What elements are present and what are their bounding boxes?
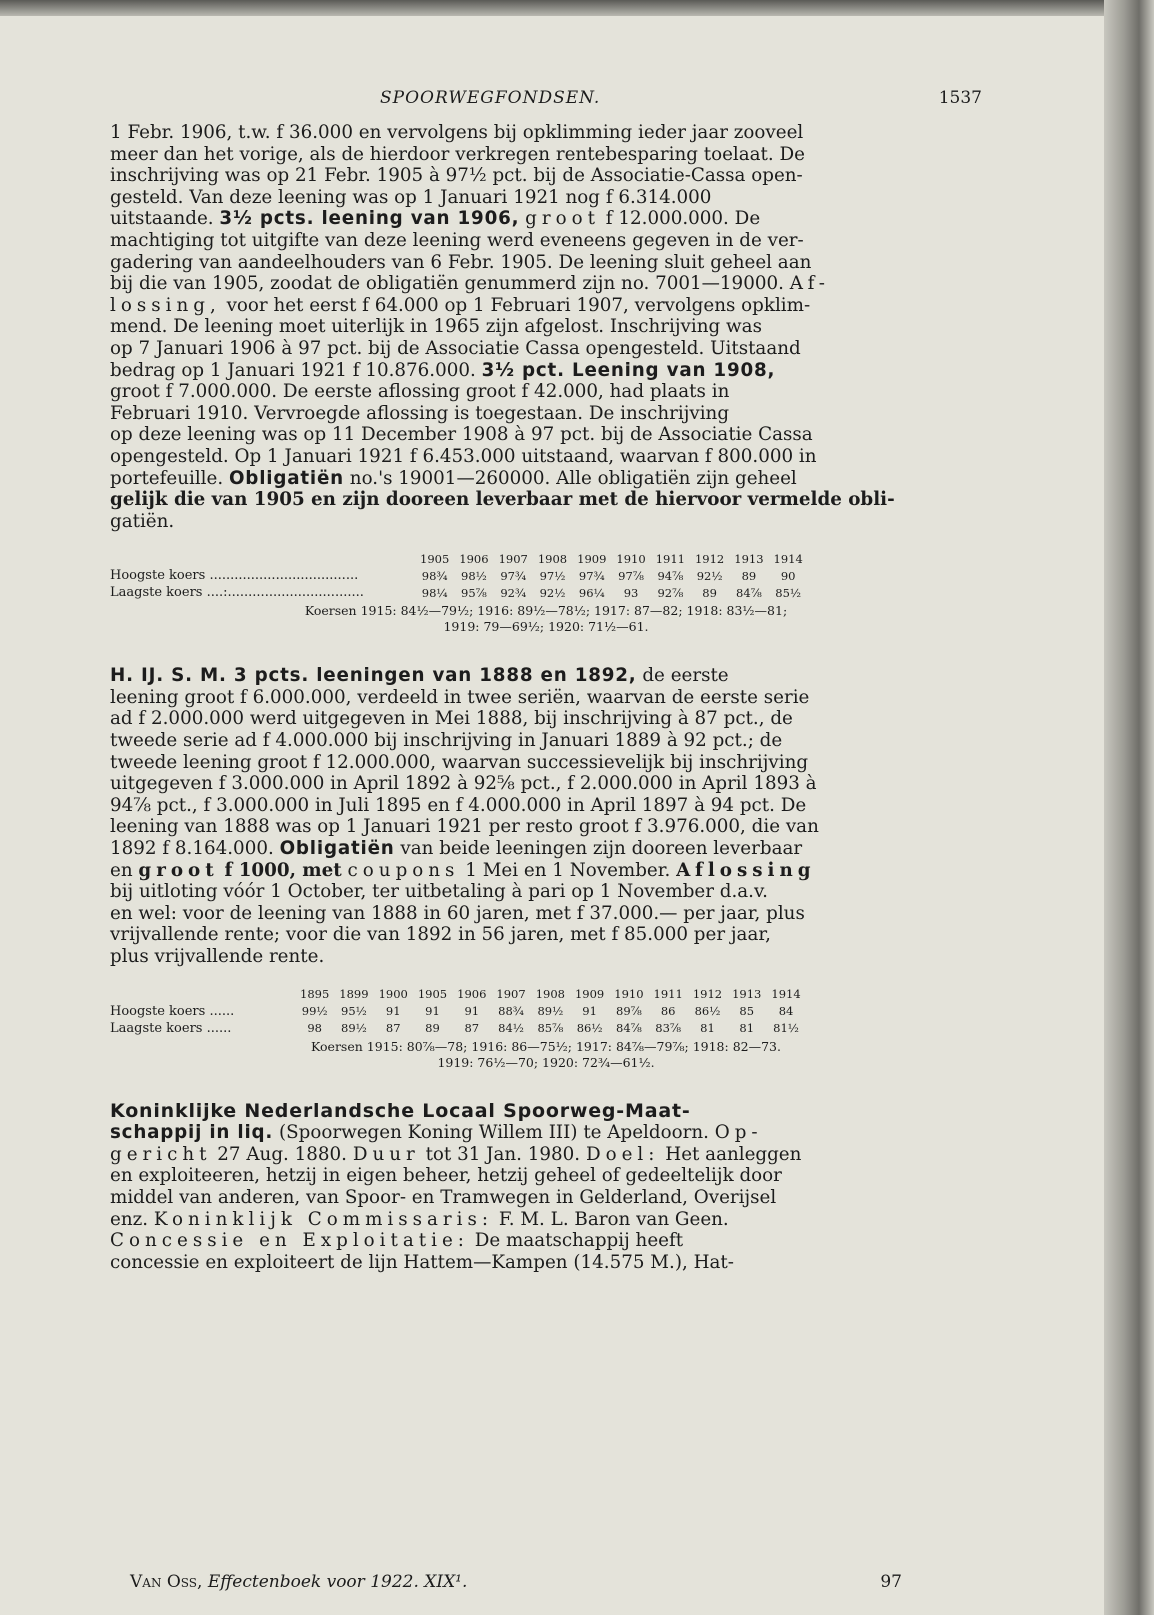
low-koers-cell: 89½ bbox=[341, 1021, 367, 1036]
high-koers-cell: 86 bbox=[660, 1004, 676, 1019]
year-cell: 1911 bbox=[655, 551, 685, 566]
high-koers-cell: 97¾ bbox=[500, 568, 527, 583]
low-koers-cell: 81 bbox=[739, 1021, 755, 1036]
high-koers-cell: 91 bbox=[385, 1004, 401, 1019]
page-footer bbox=[130, 1572, 902, 1592]
koersen-note-2: Koersen 1915: 80⅞—78; 1916: 86—75½; 1917: 84⅞—79⅞; 1918: 82—73. 1919: 76½—70; 1920: 72¾—61½. bbox=[311, 1038, 781, 1070]
high-koers-cell: 98¾ bbox=[421, 568, 448, 583]
high-koers-cell: 91 bbox=[464, 1004, 480, 1019]
year-cell: 1905 bbox=[417, 987, 448, 1002]
text-line: lossing, voor het eerst f 64.000 op 1 Februari 1907, vervolgens opklim- bbox=[110, 294, 811, 316]
high-koers-cell: 97⅞ bbox=[618, 568, 644, 583]
year-cell: 1907 bbox=[496, 987, 526, 1002]
low-koers-cell: 84⅞ bbox=[616, 1021, 642, 1036]
high-koers-cell: 97¾ bbox=[578, 568, 605, 583]
high-koers-cell: 90 bbox=[780, 568, 796, 583]
high-koers-cell: 84 bbox=[778, 1004, 794, 1019]
year-cell: 1906 bbox=[459, 551, 489, 566]
footer-volume: XIX¹. bbox=[424, 1572, 468, 1592]
low-koers-cell: 84⅞ bbox=[736, 585, 762, 600]
high-koers-cell: 91 bbox=[582, 1004, 597, 1019]
text-line: en exploiteeren, hetzij in eigen beheer, hetzij geheel of gedeeltelijk door bbox=[110, 1165, 782, 1187]
high-koers-cell: 94⅞ bbox=[657, 568, 684, 583]
footer-author: Van Oss, bbox=[130, 1572, 203, 1592]
year-cell: 1900 bbox=[378, 987, 408, 1002]
year-cell: 1908 bbox=[535, 987, 565, 1002]
low-koers-cell: 95⅞ bbox=[461, 585, 487, 600]
text-line: gadering van aandeelhouders van 6 Febr. 1905. De leening sluit geheel aan bbox=[110, 251, 812, 273]
high-koers-cell: 91 bbox=[425, 1004, 440, 1019]
text-line: bij uitloting vóór 1 October, ter uitbetaling à pari op 1 November d.a.v. bbox=[110, 881, 768, 903]
low-koers-cell: 92¾ bbox=[500, 585, 527, 600]
text-line: 1 Febr. 1906, t.w. f 36.000 en vervolgens bij opklimming ieder jaar zooveel bbox=[110, 122, 804, 143]
text-line: meer dan het vorige, als de hierdoor verkregen rentebesparing toelaat. De bbox=[110, 143, 805, 165]
scan-top-edge bbox=[0, 0, 1154, 16]
year-cell: 1911 bbox=[653, 987, 683, 1002]
year-cell: 1909 bbox=[574, 987, 605, 1002]
text-line: leening van 1888 was op 1 Januari 1921 per resto groot f 3.976.000, die van bbox=[110, 816, 819, 838]
text-line: leening groot f 6.000.000, verdeeld in twee seriën, waarvan de eerste serie bbox=[110, 686, 810, 708]
low-label: Laagste koers ....:................................. bbox=[110, 585, 364, 601]
text-line: op 7 Januari 1906 à 97 pct. bij de Associatie Cassa opengesteld. Uitstaand bbox=[110, 337, 801, 359]
text-line: gericht 27 Aug. 1880. Duur tot 31 Jan. 1980. Doel: Het aanleggen bbox=[110, 1143, 802, 1165]
text-line: uitstaande. 3½ pcts. leening van 1906, groot f 12.000.000. De bbox=[110, 208, 761, 230]
page-content bbox=[110, 88, 982, 1273]
text-line: mend. De leening moet uiterlijk in 1965 zijn afgelost. Inschrijving was bbox=[110, 316, 762, 338]
low-label: Laagste koers ...... bbox=[110, 1020, 232, 1036]
high-label: Hoogste koers ...... bbox=[110, 1003, 235, 1019]
year-cell: 1910 bbox=[616, 551, 646, 566]
high-koers-cell: 92½ bbox=[696, 568, 723, 583]
text-line: bedrag op 1 Januari 1921 f 10.876.000. 3½ pct. Leening van 1908, bbox=[110, 359, 776, 381]
text-line: gatiën. bbox=[110, 510, 175, 532]
heading-hijsm: H. IJ. S. M. 3 pcts. leeningen van 1888 en 1892, bbox=[110, 665, 637, 687]
running-header bbox=[110, 88, 982, 122]
text-line: enz. Koninklijk Commissaris: F. M. L. Baron van Geen. bbox=[110, 1208, 729, 1230]
year-cell: 1914 bbox=[773, 551, 803, 566]
text-line: Februari 1910. Vervroegde aflossing is toegestaan. De inschrijving bbox=[110, 402, 730, 424]
high-koers-cell: 98½ bbox=[461, 568, 487, 583]
low-koers-cell: 92⅞ bbox=[657, 585, 684, 600]
text-line: tweede leening groot f 12.000.000, waarvan successievelijk bij inschrijving bbox=[110, 751, 809, 773]
low-koers-cell: 85½ bbox=[775, 585, 802, 600]
footer-book: Effectenboek voor 1922. bbox=[207, 1572, 419, 1592]
high-koers-cell: 85 bbox=[739, 1004, 755, 1019]
heading-leening-1906: 3½ pcts. leening van 1906, bbox=[219, 208, 520, 230]
text-line: 94⅞ pct., f 3.000.000 in Juli 1895 en f 4.000.000 in April 1897 à 94 pct. De bbox=[110, 794, 807, 816]
text-line: Concessie en Exploitatie: De maatschappij heeft bbox=[110, 1230, 684, 1252]
high-koers-cell: 86½ bbox=[694, 1004, 721, 1019]
low-koers-cell: 92½ bbox=[539, 585, 566, 600]
heading-knlsm: Koninklijke Nederlandsche Locaal Spoorweg-Maat- bbox=[110, 1099, 691, 1122]
low-koers-cell: 81½ bbox=[773, 1021, 799, 1036]
year-cell: 1895 bbox=[300, 987, 330, 1002]
year-cell: 1907 bbox=[498, 551, 528, 566]
low-koers-cell: 96¼ bbox=[578, 585, 605, 600]
text-line: machtiging tot uitgifte van deze leening werd eveneens gegeven in de ver- bbox=[110, 229, 804, 251]
year-cell: 1899 bbox=[339, 987, 369, 1002]
text-line: vrijvallende rente; voor die van 1892 in 56 jaren, met f 85.000 per jaar, bbox=[110, 924, 771, 946]
low-koers-cell: 84½ bbox=[498, 1021, 524, 1036]
year-cell: 1913 bbox=[732, 987, 762, 1002]
paragraph-knlsm bbox=[110, 1101, 982, 1274]
low-koers-cell: 86½ bbox=[576, 1021, 603, 1036]
header-title: SPOORWEGFONDSEN. bbox=[380, 88, 601, 108]
text-line: inschrijving was op 21 Febr. 1905 à 97½ pct. bij de Associatie-Cassa open- bbox=[110, 165, 803, 187]
year-cell: 1905 bbox=[420, 551, 450, 566]
text-line: 1892 f 8.164.000. Obligatiën van beide leeningen zijn dooreen leverbaar bbox=[110, 838, 803, 860]
high-koers-cell: 89 bbox=[741, 568, 757, 583]
text-line: en groot f 1000, met coupons 1 Mei en 1 November. Aflossing bbox=[110, 859, 816, 881]
year-cell: 1909 bbox=[577, 551, 607, 566]
year-cell: 1910 bbox=[614, 987, 644, 1002]
year-cell: 1912 bbox=[692, 987, 723, 1002]
high-koers-cell: 89½ bbox=[537, 1004, 564, 1019]
paragraph-hijsm bbox=[110, 665, 982, 967]
text-line: concessie en exploiteert de lijn Hattem—Kampen (14.575 M.), Hat- bbox=[110, 1251, 734, 1273]
paragraph-leening-1906-1908 bbox=[110, 122, 982, 532]
low-koers-cell: 98¼ bbox=[421, 585, 448, 600]
text-line: gelijk die van 1905 en zijn dooreen leverbaar met de hiervoor vermelde obli- bbox=[110, 489, 895, 511]
text-line: plus vrijvallende rente. bbox=[110, 946, 325, 967]
low-koers-cell: 85⅞ bbox=[537, 1021, 564, 1036]
low-koers-cell: 93 bbox=[623, 585, 639, 600]
footer-page-number: 97 bbox=[880, 1572, 902, 1592]
text-line: bij die van 1905, zoodat de obligatiën genummerd zijn no. 7001—19000. Af- bbox=[110, 273, 830, 295]
high-koers-cell: 99½ bbox=[301, 1004, 328, 1019]
year-cell: 1912 bbox=[694, 551, 725, 566]
text-line: ad f 2.000.000 werd uitgegeven in Mei 1888, bij inschrijving à 87 pct., de bbox=[110, 708, 793, 730]
high-koers-cell: 89⅞ bbox=[616, 1004, 642, 1019]
year-cell: 1914 bbox=[771, 987, 801, 1002]
low-koers-cell: 87 bbox=[464, 1021, 480, 1036]
heading-leening-1908: 3½ pct. Leening van 1908, bbox=[481, 359, 776, 381]
high-label: Hoogste koers .................................... bbox=[110, 568, 359, 584]
koers-table-2 bbox=[110, 986, 806, 1037]
text-line: tweede serie ad f 4.000.000 bij inschrijving in Januari 1889 à 92 pct.; de bbox=[110, 730, 783, 752]
text-line: op deze leening was op 11 December 1908 à 97 pct. bij de Associatie Cassa bbox=[110, 424, 813, 446]
text-line: opengesteld. Op 1 Januari 1921 f 6.453.000 uitstaand, waarvan f 800.000 in bbox=[110, 445, 817, 467]
low-koers-cell: 89 bbox=[425, 1021, 440, 1036]
koersen-note-1: Koersen 1915: 84½—79½; 1916: 89½—78½; 1917: 87—82; 1918: 83½—81; 1919: 79—69½; 1920: 71½—61. bbox=[304, 603, 788, 635]
low-koers-cell: 87 bbox=[385, 1021, 401, 1036]
low-koers-cell: 98 bbox=[307, 1021, 322, 1036]
text-line: groot f 7.000.000. De eerste aflossing groot f 42.000, had plaats in bbox=[110, 381, 730, 403]
high-koers-cell: 97½ bbox=[539, 568, 566, 583]
text-line: en wel: voor de leening van 1888 in 60 jaren, met f 37.000.— per jaar, plus bbox=[110, 902, 805, 924]
book-spine-edge bbox=[1104, 0, 1154, 1615]
text-line: middel van anderen, van Spoor- en Tramwegen in Gelderland, Overijsel bbox=[110, 1186, 777, 1208]
low-koers-cell: 83⅞ bbox=[655, 1021, 682, 1036]
low-koers-cell: 81 bbox=[700, 1021, 715, 1036]
text-line: schappij in liq. (Spoorwegen Koning Willem III) te Apeldoorn. Op- bbox=[110, 1122, 763, 1144]
koers-table-1 bbox=[110, 550, 808, 601]
high-koers-cell: 88¾ bbox=[498, 1004, 524, 1019]
low-koers-cell: 89 bbox=[702, 585, 717, 600]
text-line: gesteld. Van deze leening was op 1 Januari 1921 nog f 6.314.000 bbox=[110, 186, 712, 208]
header-page-number: 1537 bbox=[938, 88, 982, 108]
year-cell: 1913 bbox=[734, 551, 764, 566]
text-line: uitgegeven f 3.000.000 in April 1892 à 92⅝ pct., f 2.000.000 in April 1893 à bbox=[110, 773, 817, 795]
text-line: portefeuille. Obligatiën no.'s 19001—260000. Alle obligatiën zijn geheel bbox=[110, 467, 797, 489]
year-cell: 1908 bbox=[537, 551, 568, 566]
text-line: H. IJ. S. M. 3 pcts. leeningen van 1888 en 1892, de eerste bbox=[110, 665, 729, 687]
high-koers-cell: 95½ bbox=[341, 1004, 367, 1019]
year-cell: 1906 bbox=[457, 987, 487, 1002]
